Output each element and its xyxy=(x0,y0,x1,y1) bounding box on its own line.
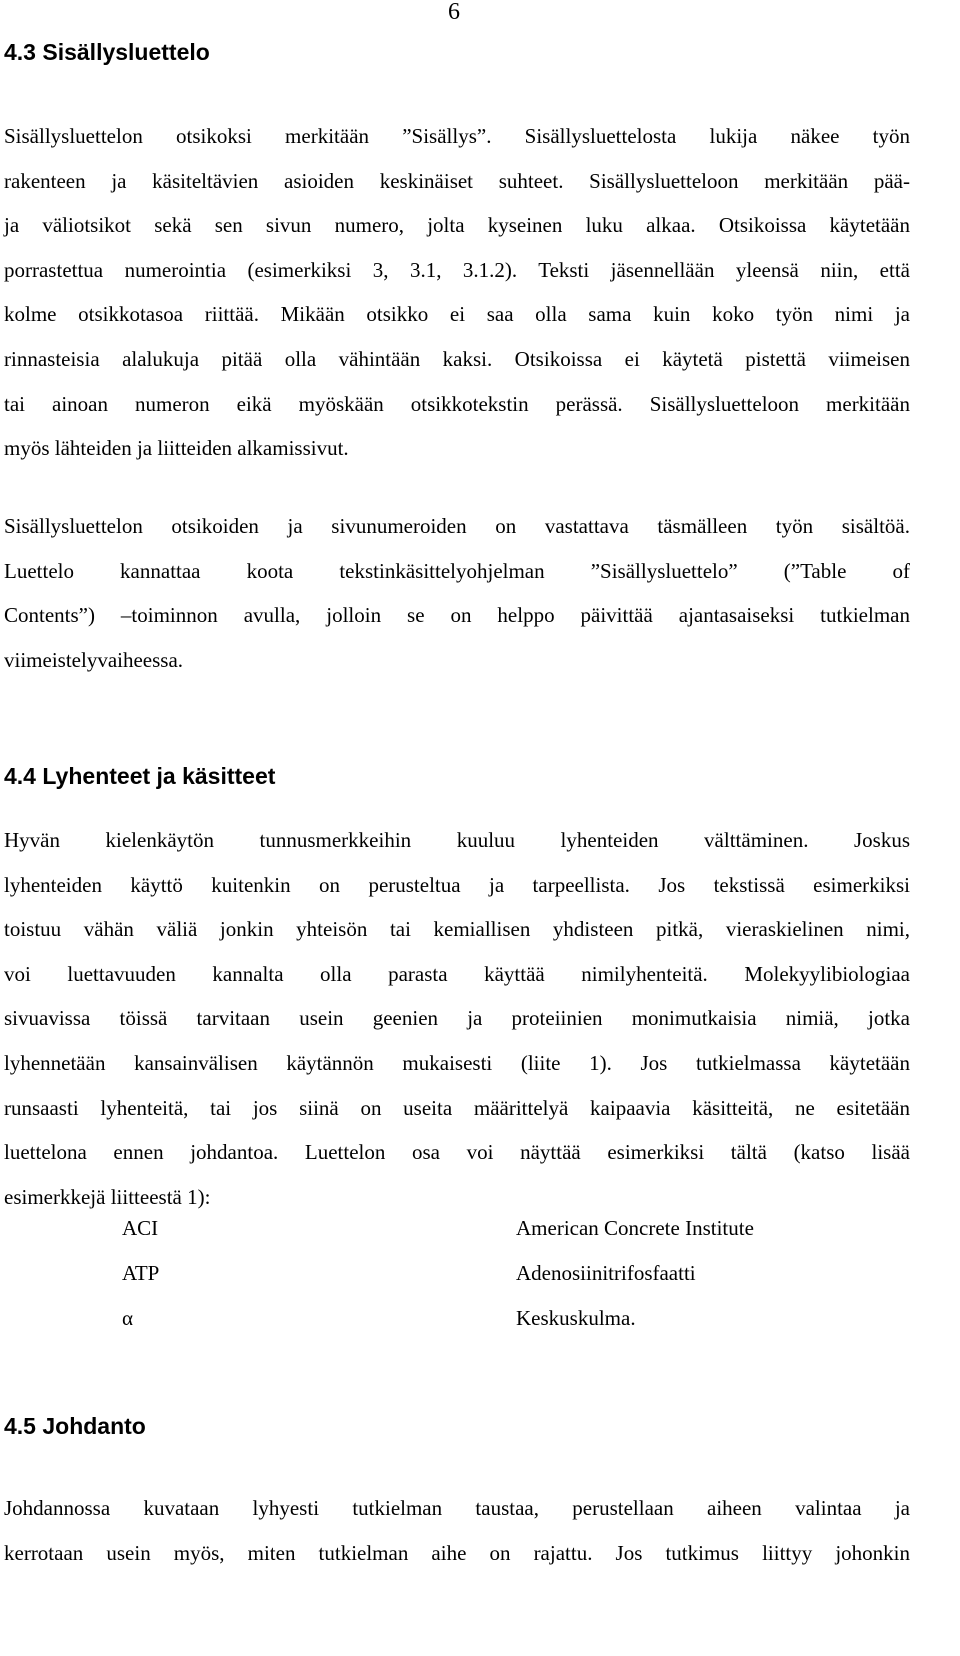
paragraph-4-3-1 xyxy=(4,114,910,471)
text-line: tai ainoan numeron eikä myöskään otsikkotekstin perässä. Sisällysluetteloon merkitään xyxy=(4,391,910,416)
text-line: lyhenteiden käyttö kuitenkin on perusteltua ja tarpeellista. Jos tekstissä esimerkiksi xyxy=(4,872,910,897)
text-line: kerrotaan usein myös, miten tutkielman aihe on rajattu. Jos tutkimus liittyy johonkin xyxy=(4,1540,910,1565)
abbreviation-term: ACI xyxy=(122,1216,159,1240)
abbreviation-term: α xyxy=(122,1306,134,1330)
paragraph-4-5-1 xyxy=(4,1486,910,1575)
text-line: viimeistelyvaiheessa. xyxy=(4,647,184,672)
text-line: Hyvän kielenkäytön tunnusmerkkeihin kuuluu lyhenteiden välttäminen. Joskus xyxy=(4,828,910,852)
text-line: Sisällysluettelon otsikoksi merkitään ”Sisällys”. Sisällysluettelosta lukija näkee työn xyxy=(4,124,910,148)
text-line: myös lähteiden ja liitteiden alkamissivut. xyxy=(4,436,349,461)
text-line: lyhennetään kansainvälisen käytännön mukaisesti (liite 1). Jos tutkielmassa käytetään xyxy=(4,1050,910,1075)
page-number: 6 xyxy=(448,0,460,25)
section-heading-4-3: 4.3 Sisällysluettelo xyxy=(4,39,210,65)
text-line: rinnasteisia alalukuja pitää olla vähintään kaksi. Otsikoissa ei käytetä pistettä viimeisen xyxy=(4,346,910,371)
text-line: luettelona ennen johdantoa. Luettelon osa voi näyttää esimerkiksi tältä (katso lisää xyxy=(4,1140,910,1165)
text-line: esimerkkejä liitteestä 1): xyxy=(4,1184,211,1209)
text-line: Johdannossa kuvataan lyhyesti tutkielman taustaa, perustellaan aiheen valintaa ja xyxy=(4,1496,910,1520)
abbreviation-row xyxy=(0,1261,900,1306)
abbreviation-row xyxy=(0,1216,900,1261)
abbreviation-definition: Keskuskulma. xyxy=(516,1306,636,1330)
abbreviation-definition: American Concrete Institute xyxy=(516,1216,754,1240)
abbreviation-term: ATP xyxy=(122,1261,160,1285)
paragraph-4-3-2 xyxy=(4,504,910,682)
section-heading-4-4: 4.4 Lyhenteet ja käsitteet xyxy=(4,763,276,789)
text-line: sivuavissa töissä tarvitaan usein geenien ja proteiinien monimutkaisia nimiä, jotka xyxy=(4,1006,910,1031)
text-line: kolme otsikkotasoa riittää. Mikään otsikko ei saa olla sama kuin koko työn nimi ja xyxy=(4,302,910,327)
paragraph-4-4-1 xyxy=(4,818,910,1219)
text-line: Contents”) –toiminnon avulla, jolloin se on helppo päivittää ajantasaiseksi tutkielman xyxy=(4,603,910,628)
text-line: Sisällysluettelon otsikoiden ja sivunumeroiden on vastattava täsmälleen työn sisältöä. xyxy=(4,514,910,538)
text-line: voi luettavuuden kannalta olla parasta käyttää nimilyhenteitä. Molekyylibiologiaa xyxy=(4,961,910,986)
abbreviation-list xyxy=(0,1216,900,1351)
text-line: porrastettua numerointia (esimerkiksi 3, 3.1, 3.1.2). Teksti jäsennellään yleensä niin, että xyxy=(4,257,910,282)
abbreviation-definition: Adenosiinitrifosfaatti xyxy=(516,1261,696,1285)
text-line: Luettelo kannattaa koota tekstinkäsittelyohjelman ”Sisällysluettelo” (”Table of xyxy=(4,558,910,583)
abbreviation-row xyxy=(0,1306,900,1351)
section-heading-4-5: 4.5 Johdanto xyxy=(4,1413,146,1439)
text-line: rakenteen ja käsiteltävien asioiden keskinäiset suhteet. Sisällysluetteloon merkitään pää- xyxy=(4,168,910,193)
text-line: ja väliotsikot sekä sen sivun numero, jolta kyseinen luku alkaa. Otsikoissa käytetään xyxy=(4,213,910,238)
text-line: runsaasti lyhenteitä, tai jos siinä on useita määrittelyä kaipaavia käsitteitä, ne esitetään xyxy=(4,1095,910,1120)
text-line: toistuu vähän väliä jonkin yhteisön tai kemiallisen yhdisteen pitkä, vieraskielinen nimi, xyxy=(4,917,910,942)
